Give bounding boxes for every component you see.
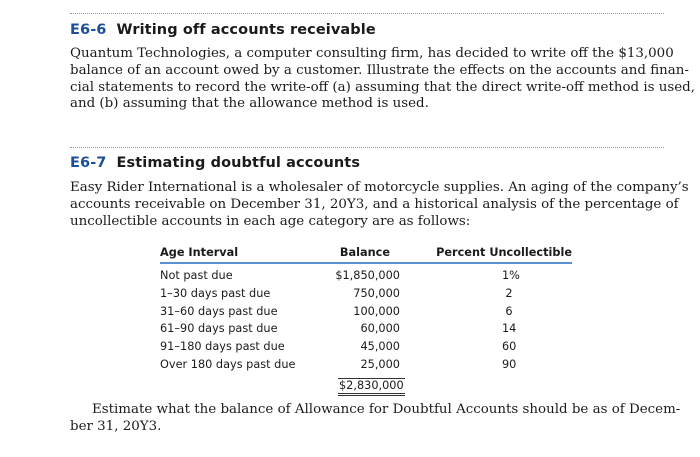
exercise-code: E6-7	[70, 155, 107, 171]
paragraph-line: Quantum Technologies, a computer consulting firm, has decided to write off the $13,000	[70, 46, 674, 61]
exercise-e6-6-heading	[70, 22, 376, 38]
age-interval-cell: 31–60 days past due	[160, 304, 278, 318]
header-age-interval: Age Interval	[160, 246, 239, 259]
paragraph-line: ber 31, 20Y3.	[70, 419, 162, 434]
age-interval-cell: Over 180 days past due	[160, 357, 296, 371]
header-balance: Balance	[339, 246, 390, 259]
percent-cell: 6	[505, 304, 513, 318]
paragraph-line: Easy Rider International is a wholesaler of motorcycle supplies. An aging of the company’s	[70, 180, 689, 195]
table-row	[160, 356, 572, 374]
exercise-e6-6-body	[70, 46, 695, 113]
table-row	[160, 320, 572, 338]
percent-cell: 14	[502, 322, 517, 336]
balance-cell: 25,000	[360, 357, 400, 371]
exercise-e6-7-body	[70, 180, 689, 230]
percent-cell: 90	[502, 357, 517, 371]
paragraph-line: cial statements to record the write-off (a) assuming that the direct write-off method is used,	[70, 79, 695, 95]
paragraph-line: and (b) assuming that the allowance method is used.	[70, 96, 429, 112]
exercise-e6-7-question-end	[70, 419, 666, 436]
exercise-title: Writing off accounts receivable	[116, 22, 376, 38]
paragraph-line: uncollectible accounts in each age category are as follows:	[70, 213, 471, 229]
age-interval-cell: 61–90 days past due	[160, 322, 278, 336]
table-row	[160, 303, 572, 321]
table-row	[160, 338, 572, 356]
header-percent-uncollectible: Percent Uncollectible	[436, 246, 572, 259]
table-row	[160, 285, 572, 303]
paragraph-line: Estimate what the balance of Allowance for Doubtful Accounts should be as of Decem-	[92, 402, 681, 417]
percent-cell: 2	[505, 286, 513, 300]
balance-cell: 45,000	[360, 340, 400, 354]
percent-cell: 1%	[502, 269, 520, 282]
paragraph-line: balance of an account owed by a customer. Illustrate the effects on the accounts and finan-	[70, 62, 689, 78]
exercise-code: E6-6	[70, 22, 107, 38]
balance-cell: 60,000	[360, 322, 400, 336]
table-row	[160, 267, 572, 285]
balance-total: $2,830,000	[338, 378, 405, 396]
percent-cell: 60	[502, 340, 517, 354]
exercise-e6-7-heading	[70, 155, 360, 171]
age-interval-cell: Not past due	[160, 269, 233, 282]
balance-cell: $1,850,000	[335, 269, 400, 282]
aging-table	[160, 245, 572, 374]
table-header	[160, 245, 572, 264]
section-divider	[70, 147, 664, 148]
exercise-e6-7-question	[92, 402, 681, 419]
top-divider	[70, 13, 664, 14]
exercise-title: Estimating doubtful accounts	[116, 155, 361, 171]
age-interval-cell: 1–30 days past due	[160, 286, 271, 300]
age-interval-cell: 91–180 days past due	[160, 340, 285, 354]
balance-cell: 750,000	[353, 286, 400, 300]
balance-cell: 100,000	[353, 304, 400, 318]
paragraph-line: accounts receivable on December 31, 20Y3, and a historical analysis of the percentage of	[70, 196, 679, 212]
